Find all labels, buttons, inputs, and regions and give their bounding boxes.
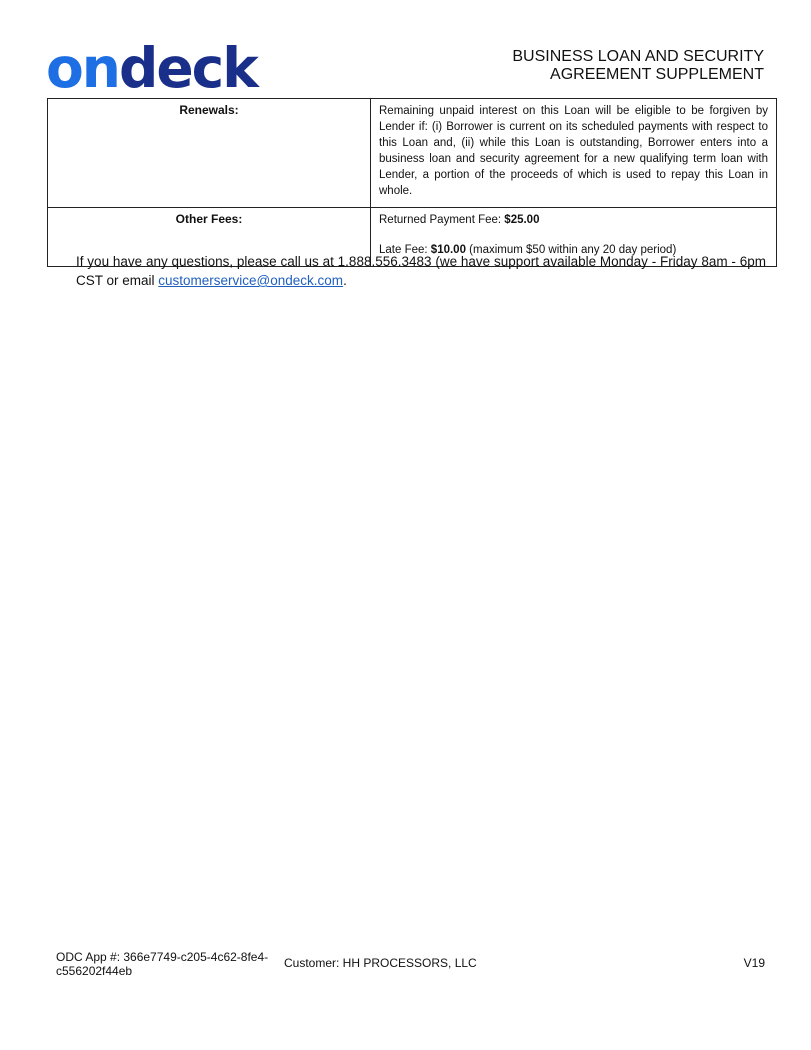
document-title-line1: BUSINESS LOAN AND SECURITY (512, 48, 764, 65)
renewals-text (371, 99, 777, 208)
returned-fee-label: Returned Payment Fee: (379, 214, 505, 226)
support-email-link[interactable]: customerservice@ondeck.com (158, 273, 344, 288)
returned-payment-fee (379, 212, 768, 228)
terms-table (47, 98, 777, 267)
footer-version: V19 (743, 956, 765, 970)
footer-app-number: ODC App #: 366e7749-c205-4c62-8fe4-c556202f44eb (56, 950, 269, 978)
late-fee-value: $10.00 (430, 244, 466, 256)
returned-fee-value: $25.00 (504, 214, 540, 226)
contact-text: If you have any questions, please call us at 1.888.556.3483 (we have support available Monday - Friday 8am - 6pm CST or email (76, 254, 766, 288)
renewals-row (48, 99, 777, 208)
document-title (444, 48, 764, 84)
late-fee-label: Late Fee: (379, 244, 431, 256)
contact-paragraph (76, 252, 766, 290)
renewals-paragraph: Remaining unpaid interest on this Loan will be eligible to be forgiven by Lender if: (i) Borrower is current on its scheduled payments with respect to this Loan and, (ii) while this Loan is outstanding, Borrower enters into a business loan and security agreement for a new qualifying term loan with Lender, a portion of the proceeds of which is used to repay this Loan in whole. (379, 105, 768, 197)
footer-customer: Customer: HH PROCESSORS, LLC (284, 956, 477, 970)
logo-on: on (46, 36, 119, 100)
ondeck-logo (46, 36, 257, 100)
logo-deck: deck (118, 36, 257, 100)
other-fees-label: Other Fees: (48, 208, 371, 267)
document-title-line2: AGREEMENT SUPPLEMENT (550, 66, 764, 83)
late-fee-note: (maximum $50 within any 20 day period) (465, 244, 677, 256)
renewals-label: Renewals: (48, 99, 371, 208)
contact-text-end: . (343, 273, 347, 288)
